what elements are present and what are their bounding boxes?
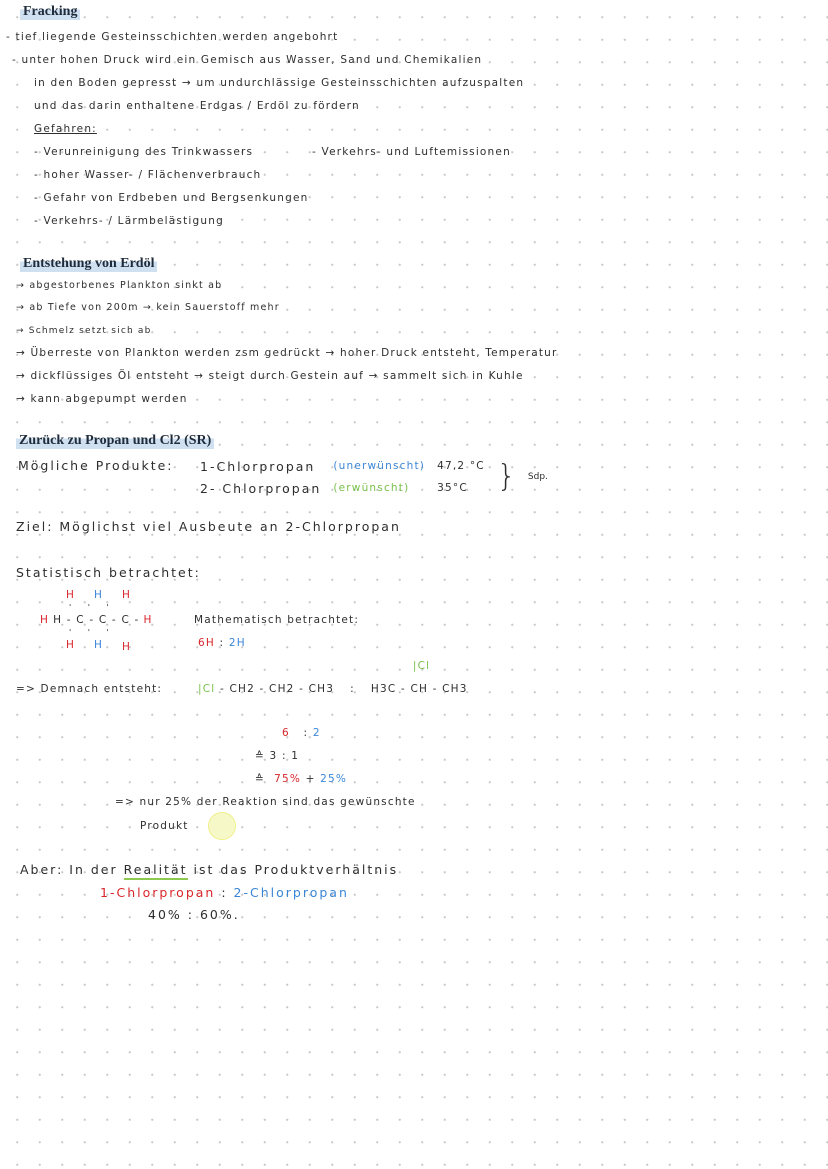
goal: Ziel: Möglichst viel Ausbeute an 2-Chlorpropan [16,519,401,534]
carbon-chain: H - C - C - C - [53,614,140,626]
text-line: → Überreste von Plankton werden zsm gedrückt → hoher Druck entsteht, Temperatur [16,347,558,359]
danger-item: - hoher Wasser- / Flächenverbrauch [34,169,262,181]
h-atom: H [143,614,153,626]
formula-1-cl: |Cl [198,683,216,695]
product-2-temp: 35°C [437,482,468,494]
ratio-1 [282,726,321,740]
h-atom: H [122,589,132,601]
math-ratio [198,636,246,650]
ratio-3 [255,772,347,786]
formula-2: H3C - CH - CH3 [370,683,468,695]
h-atom: H [66,589,76,601]
formula-sep: : [350,683,355,695]
product-2: 2- Chlorpropan [200,480,322,496]
bonds: ' ' ' [69,628,109,637]
percent-blue: 25% [320,773,348,785]
math-sep: : [219,637,225,649]
cl-substituent: |Cl [412,660,431,672]
conclusion: => nur 25% der Reaktion sind das gewünschte [115,796,416,808]
ratio-2: ≙ 3 : 1 [255,750,300,762]
reality-line [20,863,398,877]
h-atom: H [66,639,76,651]
heading-propan: Zurück zu Propan und Cl2 (SR) [16,433,214,449]
products-label: Mögliche Produkte: [18,458,174,473]
h-atom: H [94,639,104,651]
formula-2-wrap [370,660,468,696]
product-1-note: (unerwünscht) [333,460,426,472]
danger-item: - Verunreinigung des Trinkwassers [34,146,254,158]
carbon-chain-row [40,613,153,627]
ratio-blue: 2 [312,727,321,739]
h-atom: H [94,589,104,601]
reality-prefix: Aber: In der [20,862,118,877]
product-1: 1-Chlorpropan [200,458,316,474]
text-line: → dickflüssiges Öl entsteht → steigt durch Gestein auf → sammelt sich in Kuhle [16,370,524,382]
h-atom: H [40,614,50,626]
text-line: - unter hohen Druck wird ein Gemisch aus Wasser, Sand und Chemikalien [12,54,483,66]
sad-face-icon [208,812,236,840]
real-product-1: 1-Chlorpropan [100,885,216,900]
plus: + [305,773,316,785]
reality-word: Realität [124,862,188,880]
reality-suffix: ist das Produktverhältnis [193,862,399,877]
real-ratio: 40% : 60%. [148,907,240,922]
h-atom: H [122,641,132,653]
math-label: Mathematisch betrachtet: [194,614,360,626]
text-line: → abgestorbenes Plankton sinkt ab [16,280,223,291]
text-line: und das darin enthaltene Erdgas / Erdöl zu fördern [34,100,360,112]
ratio-sep: : [303,727,309,739]
danger-item: - Gefahr von Erdbeben und Bergsenkungen [34,192,309,204]
product-2-note: (erwünscht) [333,482,410,494]
danger-item: - Verkehrs- / Lärmbelästigung [34,215,224,227]
sdp-label: Sdp. [527,472,548,482]
text-line: → Schmelz setzt sich ab [16,326,152,336]
formula-row [198,660,468,696]
heading-fracking: Fracking [20,4,80,20]
brace: } [496,459,516,494]
math-red: 6H [198,637,215,649]
text-line: → ab Tiefe von 200m → kein Sauerstoff mehr [16,302,280,313]
real-sep: : [221,885,228,900]
math-blue: 2H [228,637,246,649]
text-line: → kann abgepumpt werden [16,393,188,405]
products-table [200,455,548,499]
real-products [100,886,349,900]
real-product-2: 2-Chlorpropan [233,885,349,900]
bonds: ' ' ' [69,603,109,612]
result-label: => Demnach entsteht: [16,683,163,695]
product-1-temp: 47,2 °C [437,460,485,472]
formula-1-rest: - CH2 - CH2 - CH3 [219,683,335,695]
percent-red: 75% [274,773,302,785]
corresponds-sign: ≙ [255,773,265,785]
conclusion-2: Produkt [140,820,189,832]
text-line: - tief liegende Gesteinsschichten werden angebohrt [6,31,339,43]
dangers-label: Gefahren: [34,123,97,135]
ratio-red: 6 [282,727,290,739]
formula-1 [198,682,334,696]
heading-erdoel: Entstehung von Erdöl [20,256,157,272]
danger-item: - Verkehrs- und Luftemissionen [312,146,511,158]
stat-label: Statistisch betrachtet: [16,565,201,580]
text-line: in den Boden gepresst → um undurchlässige Gesteinsschichten aufzuspalten [34,77,525,89]
